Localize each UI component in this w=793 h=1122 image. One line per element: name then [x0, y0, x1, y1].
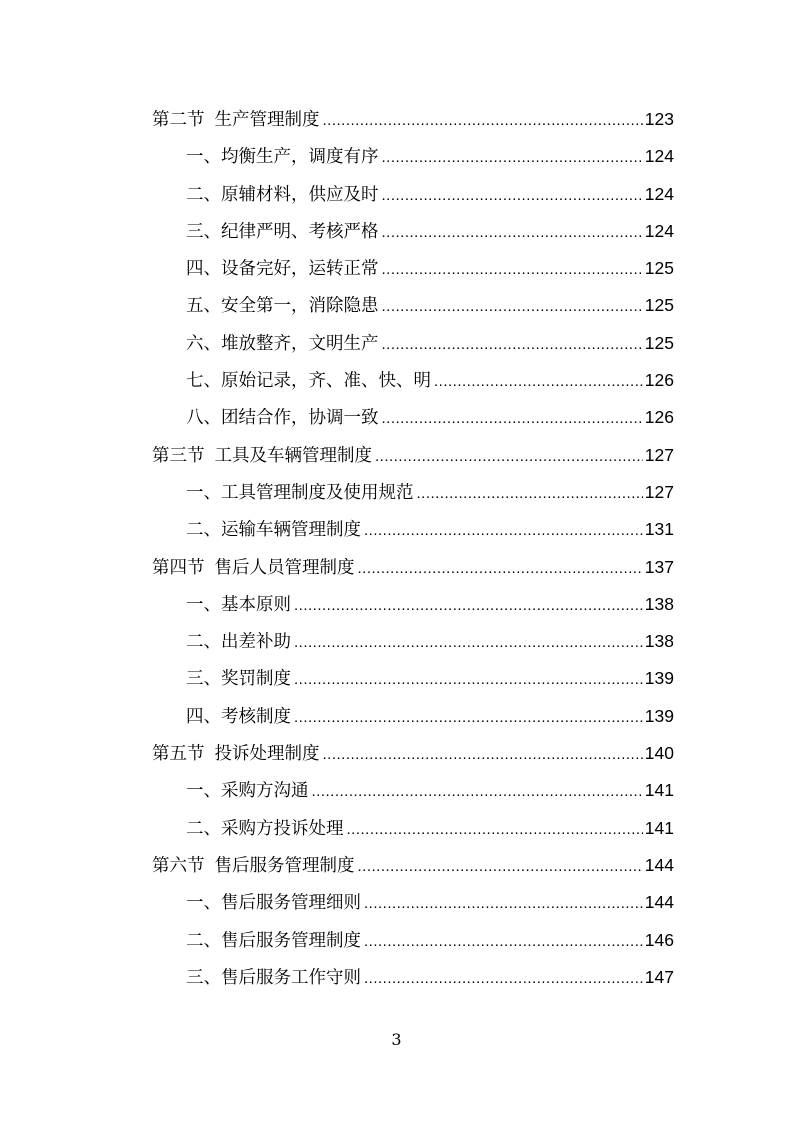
- toc-page-number: 131: [644, 519, 674, 540]
- toc-entry-number: 一、: [186, 781, 221, 802]
- toc-entry-text: 采购方沟通: [221, 781, 309, 802]
- toc-entry-title: [186, 960, 361, 997]
- toc-item-entry[interactable]: [152, 772, 674, 809]
- dot-leader: [417, 475, 643, 512]
- toc-page-number: 126: [644, 407, 674, 428]
- toc-entry-number: 一、: [186, 482, 221, 503]
- toc-entry-text: 运输车辆管理制度: [221, 520, 361, 541]
- toc-entry-number: 二、: [186, 632, 221, 653]
- toc-section-entry[interactable]: [152, 549, 674, 586]
- toc-entry-title: [186, 587, 291, 624]
- toc-entry-title: [186, 363, 431, 400]
- dot-leader: [347, 811, 643, 848]
- toc-entry-title: [186, 624, 291, 661]
- toc-entry-number: 二、: [186, 818, 221, 839]
- dot-leader: [294, 661, 643, 698]
- toc-item-entry[interactable]: [152, 623, 674, 660]
- toc-entry-number: 二、: [186, 520, 221, 541]
- toc-page-number: 144: [644, 892, 674, 913]
- toc-page-number: 139: [644, 705, 674, 726]
- dot-leader: [294, 587, 643, 624]
- toc-page-number: 146: [644, 929, 674, 950]
- toc-entry-number: 第二节: [152, 110, 205, 130]
- toc-entry-text: 原辅材料，供应及时: [221, 184, 379, 205]
- toc-page-number: 138: [644, 593, 674, 614]
- toc-item-entry[interactable]: [152, 698, 674, 735]
- toc-item-entry[interactable]: [152, 213, 674, 250]
- toc-entry-text: 售后服务管理细则: [221, 893, 361, 914]
- toc-section-entry[interactable]: [152, 735, 674, 772]
- toc-page-number: 124: [644, 220, 674, 241]
- dot-leader: [382, 214, 643, 251]
- toc-entry-title: [152, 736, 320, 773]
- toc-entry-title: [186, 699, 291, 736]
- toc-entry-text: 售后服务管理制度: [214, 855, 355, 876]
- dot-leader: [382, 251, 643, 288]
- toc-entry-number: 第六节: [152, 855, 205, 876]
- toc-page-number: 137: [644, 556, 674, 577]
- toc-entry-title: [186, 177, 379, 214]
- toc-entry-text: 售后服务管理制度: [221, 930, 361, 951]
- toc-entry-title: [186, 400, 379, 437]
- toc-page-number: 141: [644, 780, 674, 801]
- toc-section-entry[interactable]: [152, 101, 674, 138]
- dot-leader: [364, 960, 643, 997]
- toc-entry-text: 生产管理制度: [214, 110, 320, 130]
- toc-entry-number: 四、: [186, 259, 221, 280]
- toc-page-number: 127: [644, 481, 674, 502]
- toc-entry-number: 第三节: [152, 445, 205, 466]
- toc-entry-title: [186, 923, 361, 960]
- toc-entry-text: 堆放整齐，文明生产: [221, 333, 379, 354]
- toc-entry-title: [186, 214, 379, 251]
- toc-item-entry[interactable]: [152, 176, 674, 213]
- toc-item-entry[interactable]: [152, 325, 674, 362]
- toc-entry-text: 纪律严明、考核严格: [221, 221, 379, 242]
- toc-entry-number: 四、: [186, 706, 221, 727]
- toc-page-number: 144: [644, 854, 674, 875]
- toc-entry-text: 考核制度: [221, 706, 291, 727]
- toc-page-number: 125: [644, 332, 674, 353]
- toc-page-number: 147: [644, 966, 674, 987]
- toc-page-number: 125: [644, 295, 674, 316]
- toc-entry-number: 三、: [186, 221, 221, 242]
- toc-entry-title: [186, 139, 379, 176]
- toc-entry-text: 原始记录，齐、准、快、明: [221, 371, 431, 392]
- dot-leader: [364, 923, 643, 960]
- toc-entry-title: [186, 475, 414, 512]
- toc-entry-number: 八、: [186, 408, 221, 429]
- toc-entry-number: 三、: [186, 967, 221, 988]
- toc-page-number: 124: [644, 146, 674, 167]
- dot-leader: [382, 400, 643, 437]
- dot-leader: [358, 550, 643, 587]
- table-of-contents: [152, 101, 674, 996]
- toc-entry-text: 团结合作，协调一致: [221, 408, 379, 429]
- toc-entry-title: [186, 512, 361, 549]
- toc-entry-number: 一、: [186, 893, 221, 914]
- dot-leader: [323, 102, 643, 139]
- toc-entry-title: [186, 773, 309, 810]
- toc-entry-title: [186, 661, 291, 698]
- dot-leader: [312, 773, 643, 810]
- toc-page-number: 141: [644, 817, 674, 838]
- toc-entry-number: 二、: [186, 184, 221, 205]
- toc-page-number: 127: [644, 444, 674, 465]
- toc-entry-number: 一、: [186, 594, 221, 615]
- toc-entry-text: 采购方投诉处理: [221, 818, 344, 839]
- toc-entry-text: 工具管理制度及使用规范: [221, 482, 414, 503]
- toc-entry-text: 安全第一，消除隐患: [221, 296, 379, 317]
- toc-page-number: 138: [644, 631, 674, 652]
- dot-leader: [364, 885, 643, 922]
- dot-leader: [434, 363, 643, 400]
- toc-entry-title: [152, 848, 355, 885]
- dot-leader: [382, 139, 643, 176]
- toc-entry-text: 售后人员管理制度: [214, 557, 355, 578]
- toc-page-number: 139: [644, 668, 674, 689]
- toc-item-entry[interactable]: [152, 660, 674, 697]
- toc-page-number: 126: [644, 370, 674, 391]
- dot-leader: [294, 699, 643, 736]
- toc-item-entry[interactable]: [152, 884, 674, 921]
- toc-entry-text: 基本原则: [221, 594, 291, 615]
- dot-leader: [382, 177, 643, 214]
- toc-item-entry[interactable]: [152, 399, 674, 436]
- dot-leader: [382, 288, 643, 325]
- toc-page-number: 125: [644, 258, 674, 279]
- toc-item-entry[interactable]: [152, 138, 674, 175]
- toc-section-entry[interactable]: [152, 437, 674, 474]
- toc-page-number: 140: [644, 743, 674, 764]
- toc-item-entry[interactable]: [152, 922, 674, 959]
- toc-item-entry[interactable]: [152, 810, 674, 847]
- toc-section-entry[interactable]: [152, 847, 674, 884]
- toc-item-entry[interactable]: [152, 511, 674, 548]
- dot-leader: [358, 848, 643, 885]
- toc-entry-text: 奖罚制度: [221, 669, 291, 690]
- toc-page-number: 124: [644, 183, 674, 204]
- toc-entry-number: 二、: [186, 930, 221, 951]
- toc-entry-number: 三、: [186, 669, 221, 690]
- toc-entry-number: 七、: [186, 371, 221, 392]
- toc-item-entry[interactable]: [152, 586, 674, 623]
- toc-item-entry[interactable]: [152, 250, 674, 287]
- toc-entry-title: [186, 288, 379, 325]
- dot-leader: [375, 438, 643, 475]
- toc-entry-text: 出差补助: [221, 632, 291, 653]
- dot-leader: [364, 512, 643, 549]
- toc-entry-title: [152, 438, 372, 475]
- page-number: 3: [391, 1030, 402, 1049]
- toc-entry-title: [186, 885, 361, 922]
- toc-entry-title: [186, 251, 379, 288]
- toc-entry-number: 一、: [186, 147, 221, 168]
- toc-entry-text: 售后服务工作守则: [221, 967, 361, 988]
- toc-item-entry[interactable]: [152, 287, 674, 324]
- toc-entry-title: [152, 550, 355, 587]
- dot-leader: [382, 326, 643, 363]
- toc-entry-title: [186, 326, 379, 363]
- toc-entry-text: 设备完好，运转正常: [221, 259, 379, 280]
- dot-leader: [323, 736, 643, 773]
- toc-entry-text: 工具及车辆管理制度: [214, 445, 372, 466]
- toc-item-entry[interactable]: [152, 362, 674, 399]
- toc-entry-text: 投诉处理制度: [214, 744, 320, 765]
- toc-entry-title: [186, 811, 344, 848]
- toc-item-entry[interactable]: [152, 474, 674, 511]
- toc-entry-text: 均衡生产，调度有序: [221, 147, 379, 168]
- toc-entry-number: 第五节: [152, 744, 205, 765]
- toc-entry-number: 六、: [186, 333, 221, 354]
- toc-item-entry[interactable]: [152, 959, 674, 996]
- toc-entry-number: 五、: [186, 296, 221, 317]
- toc-page-number: 123: [644, 109, 674, 129]
- toc-entry-title: [152, 102, 320, 139]
- dot-leader: [294, 624, 643, 661]
- toc-entry-number: 第四节: [152, 557, 205, 578]
